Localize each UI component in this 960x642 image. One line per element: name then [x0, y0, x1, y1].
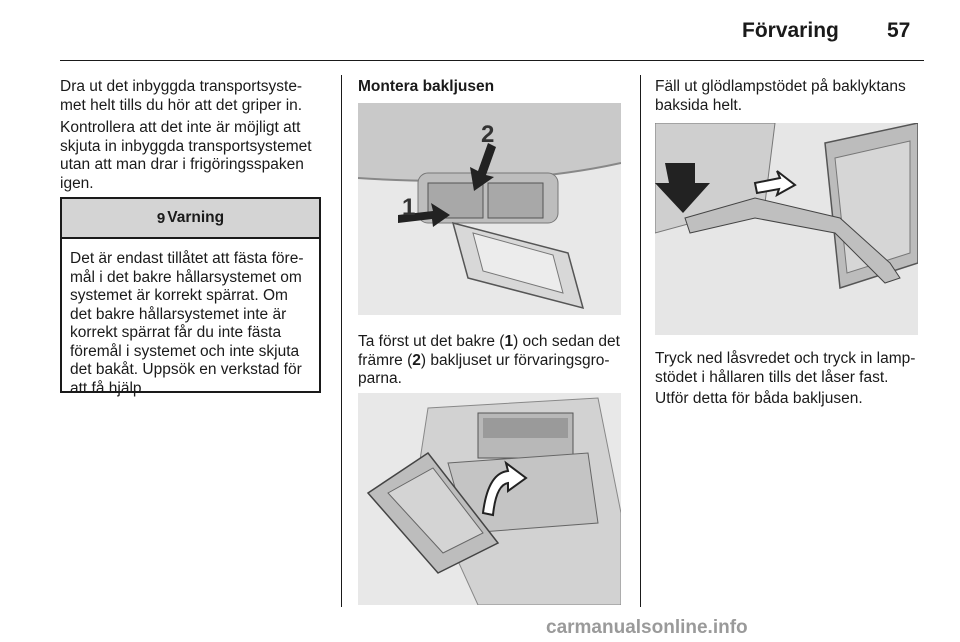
watermark: carmanualsonline.info — [546, 617, 748, 638]
page-number: 57 — [887, 19, 911, 42]
left-paragraph-2: Kontrollera att det inte är möjligt att skjuta in inbyggda transportsystemet utan att man drar i frigöringsspaken igen. — [60, 119, 312, 192]
left-paragraph-1: Dra ut det inbyggda transportsyste-met helt tills du hör att det griper in. — [60, 78, 303, 114]
header-rule — [60, 60, 924, 61]
column-divider-1 — [341, 75, 342, 607]
column-divider-2 — [640, 75, 641, 607]
warning-box — [60, 197, 321, 397]
figure-bulb-holder-drawing — [655, 123, 918, 335]
right-paragraph-2: Tryck ned låsvredet och tryck in lamp-stödet i hållaren tills det låser fast. — [655, 350, 916, 386]
figure1-caption: Ta först ut det bakre (1) och sedan det främre (2) bakljuset ur förvaringsgro-parna. — [358, 333, 620, 387]
page-title: Förvaring — [742, 19, 839, 42]
right-paragraph-1: Fäll ut glödlampstödet på baklyktans baksida helt. — [655, 78, 906, 114]
figure-trunk-storage-drawing — [358, 393, 621, 605]
figure-trunk-storage — [358, 393, 621, 605]
right-paragraph-3: Utför detta för båda bakljusen. — [655, 390, 863, 407]
callout-2: 2 — [481, 121, 495, 148]
warning-text: Det är endast tillåtet att fästa före-mål i det bakre hållarsystemet om systemet är korrekt spärrat. Om det bakre hållarsystemet inte är korrekt spärrat får du inte fästa föremål i systemet och inte skjuta det bakåt. Uppsök en verkstad för att få hjälp. — [70, 250, 304, 397]
warning-header — [62, 199, 319, 239]
caption-ref-1: 1 — [504, 333, 514, 350]
warning-title: Varning — [167, 209, 225, 226]
caption-ref-2: 2 — [412, 351, 421, 369]
callout-1: 1 — [402, 194, 416, 221]
figure-bulb-holder — [655, 123, 918, 335]
figure-remove-taillights — [358, 103, 621, 315]
section-heading: Montera bakljusen — [358, 78, 495, 95]
warning-icon: 9 — [156, 209, 166, 227]
